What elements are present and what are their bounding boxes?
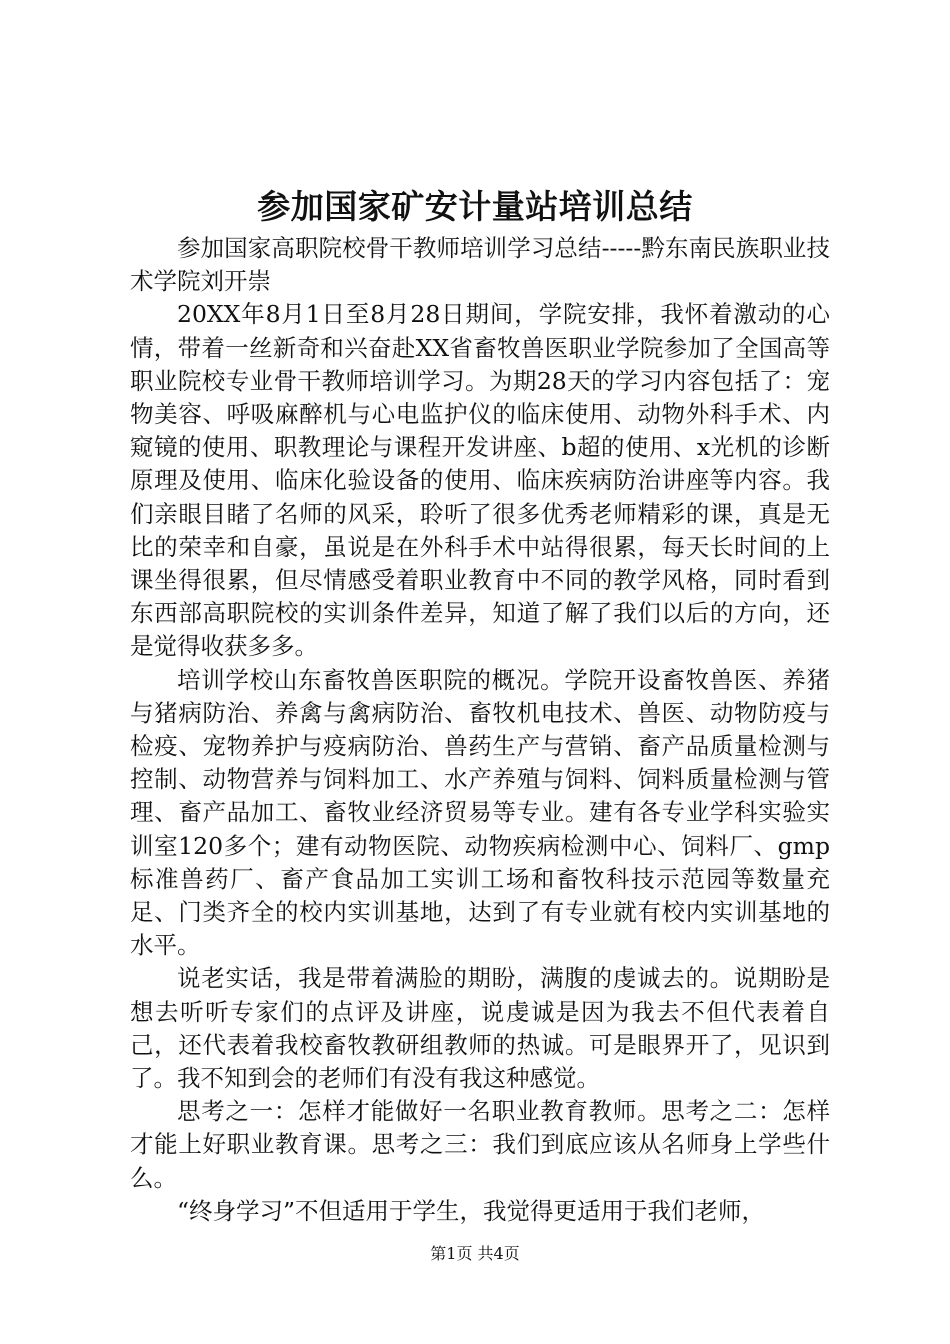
document-title: 参加国家矿安计量站培训总结: [257, 187, 693, 226]
paragraph: 思考之一：怎样才能做好一名职业教育教师。思考之二：怎样才能上好职业教育课。思考之三：我们到底应该从名师身上学些什么。: [130, 1097, 830, 1192]
paragraph: “终身学习”不但适用于学生，我觉得更适用于我们老师，: [177, 1196, 766, 1225]
paragraph: 参加国家高职院校骨干教师培训学习总结-----黔东南民族职业技术学院刘开崇: [130, 234, 830, 296]
paragraph: 20XX年8月1日至8月28日期间，学院安排，我怀着激动的心情，带着一丝新奇和兴奋赴XX省畜牧兽医职业学院参加了全国高等职业院校专业骨干教师培训学习。为期28天的学习内容包括了：宠物美容、呼吸麻醉机与心电监护仪的临床使用、动物外科手术、内窥镜的使用、职教理论与课程开发讲座、b超的使用、x光机的诊断原理及使用、临床化验设备的使用、临床疾病防治讲座等内容。我们亲眼目睹了名师的风采，聆听了很多优秀老师精彩的课，真是无比的荣幸和自豪，虽说是在外科手术中站得很累，每天长时间的上课坐得很累，但尽情感受着职业教育中不同的教学风格，同时看到东西部高职院校的实训条件差异，知道了解了我们以后的方向，还是觉得收获多多。: [130, 300, 830, 661]
paragraph: 培训学校山东畜牧兽医职院的概况。学院开设畜牧兽医、养猪与猪病防治、养禽与禽病防治、畜牧机电技术、兽医、动物防疫与检疫、宠物养护与疫病防治、兽药生产与营销、畜产品质量检测与控制、动物营养与饲料加工、水产养殖与饲料、饲料质量检测与管理、畜产品加工、畜牧业经济贸易等专业。建有各专业学科实验实训室120多个；建有动物医院、动物疾病检测中心、饲料厂、gmp标准兽药厂、畜产食品加工实训工场和畜牧科技示范园等数量充足、门类齐全的校内实训基地，达到了有专业就有校内实训基地的水平。: [130, 665, 830, 960]
page-footer: 第1页 共4页: [430, 1244, 520, 1263]
document-body: [130, 232, 830, 1228]
paragraph: 说老实话，我是带着满脸的期盼，满腹的虔诚去的。说期盼是想去听听专家们的点评及讲座，说虔诚是因为我去不但代表着自己，还代表着我校畜牧教研组教师的热诚。可是眼界开了，见识到了。我不知到会的老师们有没有我这种感觉。: [130, 964, 830, 1093]
